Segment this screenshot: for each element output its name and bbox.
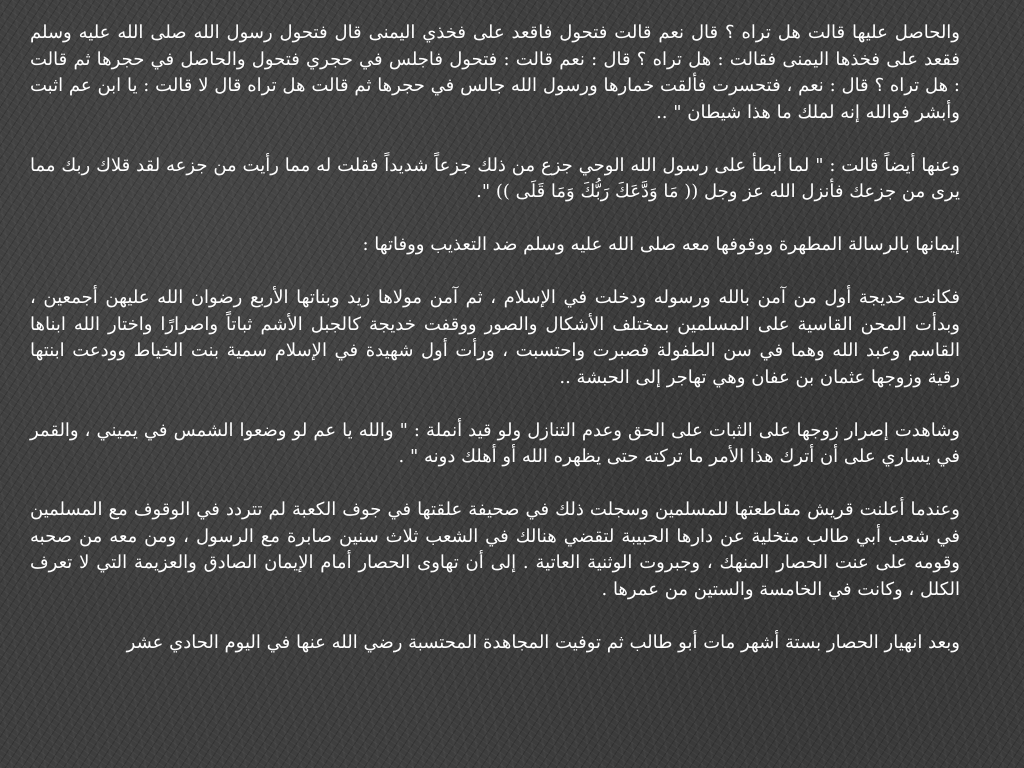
paragraph-trial-of-angel: والحاصل عليها قالت هل تراه ؟ قال نعم قالت فتحول فاقعد على فخذي اليمنى قال فتحول رسول الله صلى الله عليه وسلم فقعد على فخذها اليمنى فقالت : هل تراه ؟ قال : نعم قالت : فتحول فاجلس في حجري فتحول والحاصل في حجرها ثم قالت : هل تراه ؟ قال : نعم ، فتحسرت فألقت خمارها ورسول الله جالس في حجرها ثم قالت هل تراه قال لا قالت : يا ابن عم اثبت وأبشر فوالله إنه لملك ما هذا شيطان " .. — [30, 22, 960, 123]
paragraph-after-siege: وبعد انهيار الحصار بستة أشهر مات أبو طالب ثم توفيت المجاهدة المحتسبة رضي الله عنها في اليوم الحادي عشر — [126, 631, 960, 653]
paragraph-first-believer: فكانت خديجة أول من آمن بالله ورسوله ودخلت في الإسلام ، ثم آمن مولاها زيد وبناتها الأربع رضوان الله عليهن أجمعين ، وبدأت المحن القاسية على المسلمين بمختلف الأشكال والصور ووقفت خديجة كالجبل الأشم ثباتاً واصرارًا واختار الله ابناها القاسم وعبد الله وهما في سن الطفولة فصبرت واحتسبت ، ورأت أول شهيدة في الإسلام سمية بنت الخياط وودعت ابنتها رقية وزوجها عثمان بن عفان وهي تهاجر إلى الحبشة .. — [30, 287, 960, 388]
section-heading-faith-and-death: إيمانها بالرسالة المطهرة ووقوفها معه صلى الله عليه وسلم ضد التعذيب ووفاتها : — [362, 234, 960, 255]
article-body — [30, 20, 960, 683]
paragraph-revelation-delay: وعنها أيضاً قالت : " لما أبطأ على رسول الله الوحي جزع من ذلك جزعاً شديداً فقلت له مما رأيت من جزعه لقد قلاك ربك مما يرى من جزعك فأنزل الله عز وجل (( مَا وَدَّعَكَ رَبُّكَ وَمَا قَلَى )) ". — [30, 154, 960, 202]
paragraph-boycott: وعندما أعلنت قريش مقاطعتها للمسلمين وسجلت ذلك في صحيفة علقتها في جوف الكعبة لم تتردد في الوقوف مع المسلمين في شعب أبي طالب متخلية عن دارها الحبيبة لتقضي هنالك في الشعب ثلاث سنين صابرة مع الرسول ، ومن معه من صحبه وقومه على عنت الحصار المنهك ، وجبروت الوثنية العاتية . إلى أن تهاوى الحصار أمام الإيمان الصادق والعزيمة التي لا تعرف الكلل ، وكانت في الخامسة والستين من عمرها . — [30, 499, 960, 600]
paragraph-steadfastness: وشاهدت إصرار زوجها على الثبات على الحق وعدم التنازل ولو قيد أنملة : " والله يا عم لو وضعوا الشمس في يميني ، والقمر في يساري على أن أترك هذا الأمر ما تركته حتى يظهره الله أو أهلك دونه " . — [30, 419, 960, 467]
